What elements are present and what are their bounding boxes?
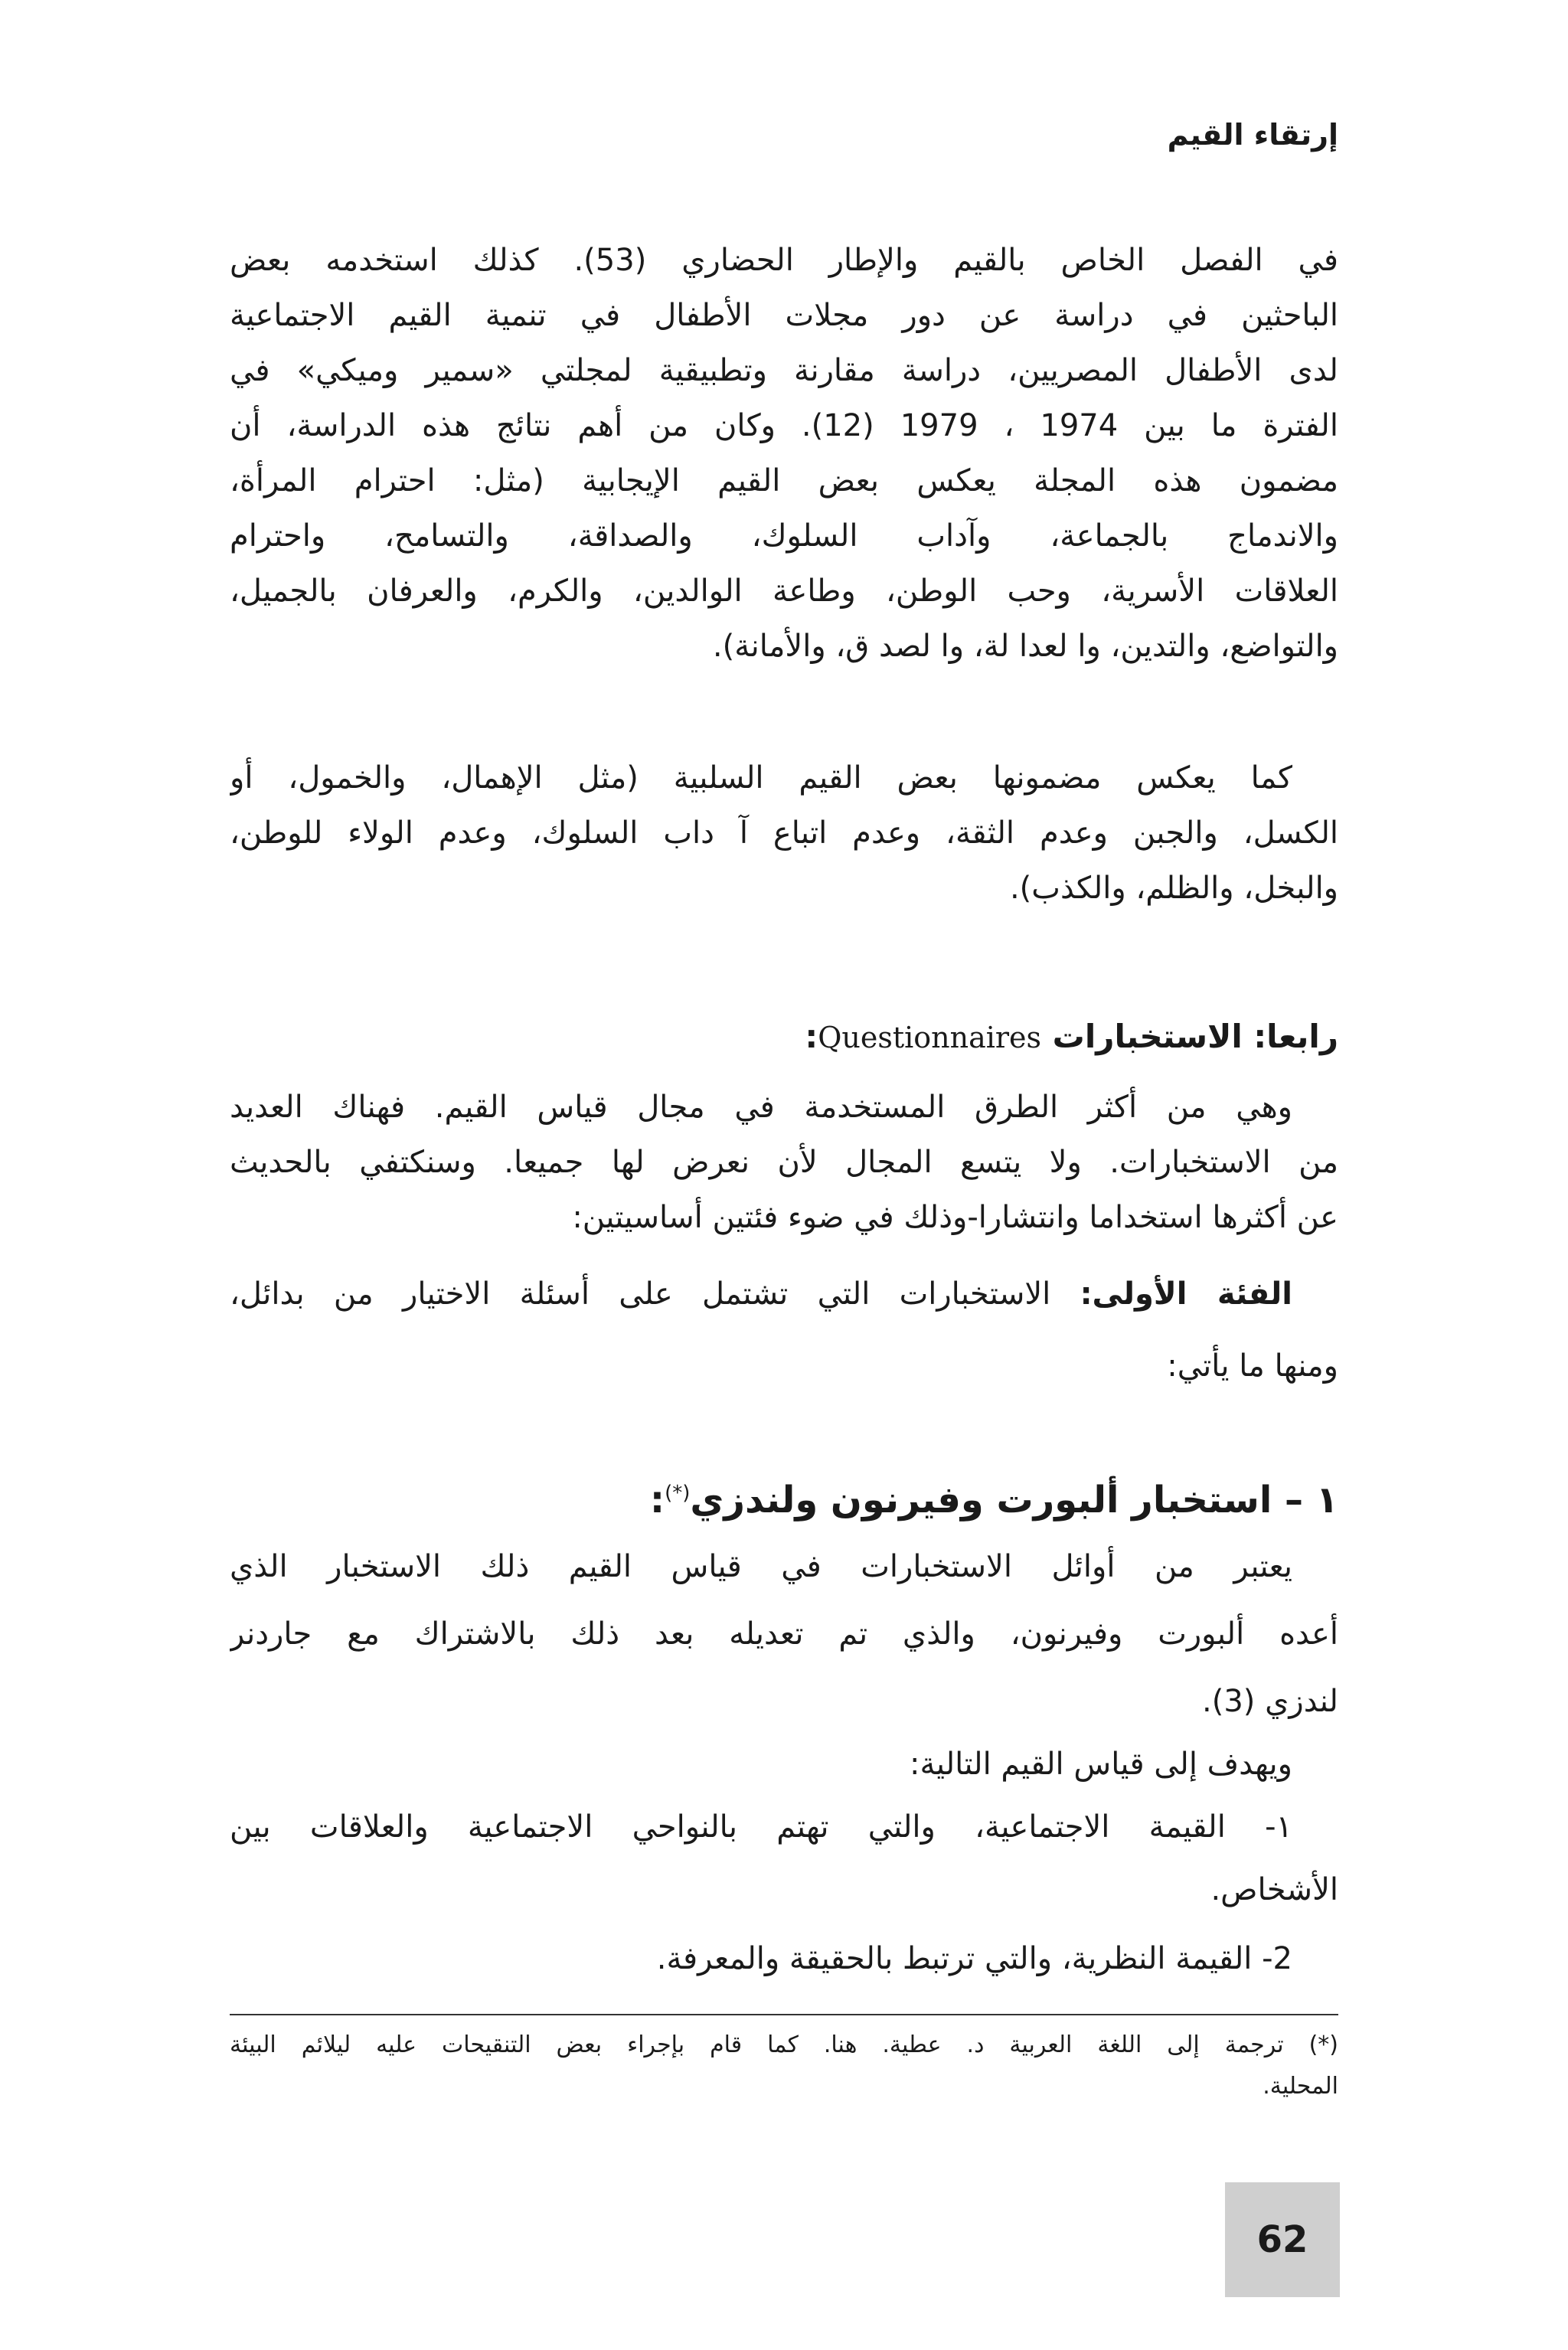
text-line: من الاستخبارات. ولا يتسع المجال لأن نعرض لها جميعا. وسنكتفي بالحديث [230, 1145, 1338, 1180]
text-line: والبخل، والظلم، والكذب). [1009, 871, 1338, 906]
section-heading-colon: : [805, 1018, 818, 1055]
subsection-heading-text: ١ – استخبار ألبورت وفيرنون ولندزي [690, 1479, 1338, 1521]
footnote-mark: (*) [665, 1482, 691, 1505]
list-item: ١- القيمة الاجتماعية، والتي تهتم بالنواحي الاجتماعية والعلاقات بين [230, 1809, 1292, 1845]
text-line: مضمون هذه المجلة يعكس بعض القيم الإيجابية (مثل: احترام المرأة، [230, 463, 1338, 498]
running-head: إرتقاء القيم [1167, 118, 1338, 152]
text-line: العلاقات الأسرية، وحب الوطن، وطاعة الوالدين، والكرم، والعرفان بالجميل، [230, 574, 1338, 609]
subsection-heading-colon: : [649, 1479, 665, 1521]
text-line: وهي من أكثر الطرق المستخدمة في مجال قياس القيم. فهناك العديد [230, 1090, 1292, 1125]
text-line: كما يعكس مضمونها بعض القيم السلبية (مثل الإهمال، والخمول، أو [230, 760, 1292, 796]
section-heading-arabic: رابعا: الاستخبارات [1052, 1018, 1338, 1055]
text-line [230, 1267, 1292, 1322]
text-line: في الفصل الخاص بالقيم والإطار الحضاري (53). كذلك استخدمه بعض [230, 243, 1338, 278]
list-item: 2- القيمة النظرية، والتي ترتبط بالحقيقة والمعرفة. [656, 1941, 1292, 1976]
category-text: الاستخبارات التي تشتمل على أسئلة الاختيار من بدائل، [230, 1276, 1080, 1312]
category-label: الفئة الأولى: [1080, 1276, 1292, 1312]
footnote-line: المحلية. [1263, 2073, 1338, 2100]
page-number: 62 [1256, 2218, 1308, 2261]
list-item-continuation: الأشخاص. [1210, 1872, 1338, 1907]
text-line: ويهدف إلى قياس القيم التالية: [909, 1747, 1292, 1782]
footnote-line: (*) ترجمة إلى اللغة العربية د. عطية. هنا. كما قام بإجراء بعض التنقيحات عليه ليلائم البيئة [230, 2031, 1338, 2058]
footnote-separator [230, 2014, 1338, 2015]
text-line: والتواضع، والتدين، وا لعدا لة، وا لصد ق، والأمانة). [712, 629, 1338, 664]
page-number-box [1225, 2182, 1340, 2297]
text-line: الفترة ما بين 1974 ، 1979 (12). وكان من أهم نتائج هذه الدراسة، أن [230, 408, 1338, 443]
text-line: الباحثين في دراسة عن دور مجلات الأطفال في تنمية القيم الاجتماعية [230, 298, 1338, 333]
section-heading-latin: Questionnaires [818, 1021, 1042, 1054]
text-line: يعتبر من أوائل الاستخبارات في قياس القيم ذلك الاستخبار الذي [230, 1549, 1292, 1584]
text-line: والاندماج بالجماعة، وآداب السلوك، والصداقة، والتسامح، واحترام [230, 518, 1338, 554]
subsection-heading [230, 1463, 1338, 1531]
text-line: لندزي (3). [1202, 1684, 1338, 1719]
text-line: الكسل، والجبن وعدم الثقة، وعدم اتباع آ داب السلوك، وعدم الولاء للوطن، [230, 815, 1338, 851]
text-line: ومنها ما يأتي: [1167, 1348, 1338, 1384]
text-line: عن أكثرها استخداما وانتشارا-وذلك في ضوء فئتين أساسيتين: [572, 1200, 1338, 1235]
text-line: لدى الأطفال المصريين، دراسة مقارنة وتطبيقية لمجلتي «سمير وميكي» في [230, 353, 1338, 388]
section-heading [230, 1009, 1338, 1065]
text-line: أعده ألبورت وفيرنون، والذي تم تعديله بعد ذلك بالاشتراك مع جاردنر [230, 1616, 1338, 1652]
